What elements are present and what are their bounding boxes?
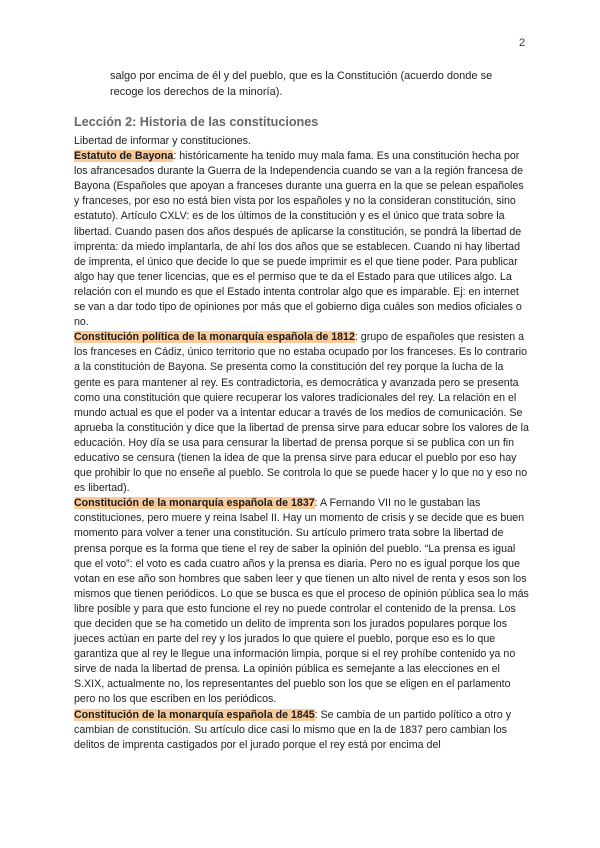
lesson-content [74, 134, 530, 753]
section-body: : A Fernando VII no le gustaban las constituciones, pero muere y reina Isabel II. Hay un momento de crisis y se decide que es buen momento para volver a tener una constitución. Su artículo primero trata sobre la libertad de prensa porque es la forma que tiene el rey de saber la opinión del pueblo. “La prensa es igual que el voto”: el voto es cada cuatro años y la prensa es diaria. Pero no es igual porque los que votan en ese año son hombres que saben leer y que tienen un alto nivel de renta y esos son los mismos que tienen periódicos. Lo que se busca es que el proceso de opinión pública sea lo más libre posible y para que esto funcione el rey no puede controlar el contenido de la prensa. Los que deciden que se ha cometido un delito de imprenta son los jurados populares porque los jueces actúan en parte del rey y los jurados lo que quiere el pueblo, porque eso es lo que garantiza que al rey le llegue una información limpia, porque si el rey prohíbe contenido ya no sirve de nada la libertad de prensa. La opinión pública es semejante a las elecciones en el S.XIX, actualmente no, los representantes del pueblo son los que se eligen en el parlamento pero no los que escriben en los periódicos. [74, 497, 529, 706]
section-body: : Se cambia de un partido político a otro y cambian de constitución. Su artículo dice casi lo mismo que en la de 1837 pero cambian los delitos de imprenta castigados por el jurado porque el rey está por encima del [74, 708, 512, 751]
lesson-intro: Libertad de informar y constituciones. [74, 135, 251, 147]
section-heading: Constitución de la monarquía española de 1845 [74, 708, 315, 721]
section-body: : históricamente ha tenido muy mala fama. Es una constitución hecha por los afrancesados durante la Guerra de la Independencia cuando se van a la región francesa de Bayona (Españoles que apoyan a franceses durante una guerra en la que se pelean españoles y franceses, por eso no está bien vista por los españoles y no la consideran constitución, sino estatuto). Artículo CXLV: es de los últimos de la constitución y es el único que trata sobre la libertad. Cuando pasen dos años después de aplicarse la constitución, se pondrá la libertad de imprenta: da miedo implantarla, de ahí los dos años que se establecen. Cuando ni hay libertad de imprenta, el único que decide lo que se puede imprimir es el que tiene poder. Para publicar algo hay que tener licencias, que es el permiso que te da el Estado para que utilices algo. La relación con el mundo es que el Estado intenta controlar algo que es imparable. Ej: en internet se van a dar todo tipo de opiniones por más que el gobierno diga cuáles son medios oficiales o no. [74, 150, 524, 329]
section-estatuto-bayona [74, 149, 530, 330]
section-heading: Estatuto de Bayona [74, 150, 174, 163]
page-number: 2 [519, 37, 526, 49]
lesson-title: Lección 2: Historia de las constituciones [74, 115, 319, 129]
section-constitucion-1845 [74, 708, 530, 753]
continuation-paragraph: salgo por encima de él y del pueblo, que es la Constitución (acuerdo donde se recoge los derechos de la minoría). [110, 70, 493, 98]
section-heading: Constitución de la monarquía española de 1837 [74, 497, 315, 510]
section-constitucion-1837 [74, 496, 530, 707]
section-heading: Constitución política de la monarquía española de 1812 [74, 331, 355, 344]
section-body: : grupo de españoles que resisten a los franceses en Cádiz, único territorio que no estaba ocupado por los franceses. Es lo contrario a la constitución de Bayona. Se presenta como la constitución del rey porque la lucha de la gente es para mantener al rey. Es contradictoria, es democrática y avanzada pero se presenta como una constitución que quiere recuperar los valores tradicionales del rey. La relación en el mundo actual es que el poder va a intentar educar a través de los medios de comunicación. Se aprueba la constitución y dice que la libertad de prensa sirve para educar sobre los valores de la educación. Hoy día se usa para censurar la libertad de prensa porque si se publica con un fin educativo se censura (tienen la idea de que la prensa sirve para educar el pueblo por eso hay que prohibir lo que no enseñe al pueblo. Se controla lo que se puede hacer y lo que no y eso no es libertad). [74, 331, 529, 495]
section-constitucion-1812 [74, 330, 530, 496]
